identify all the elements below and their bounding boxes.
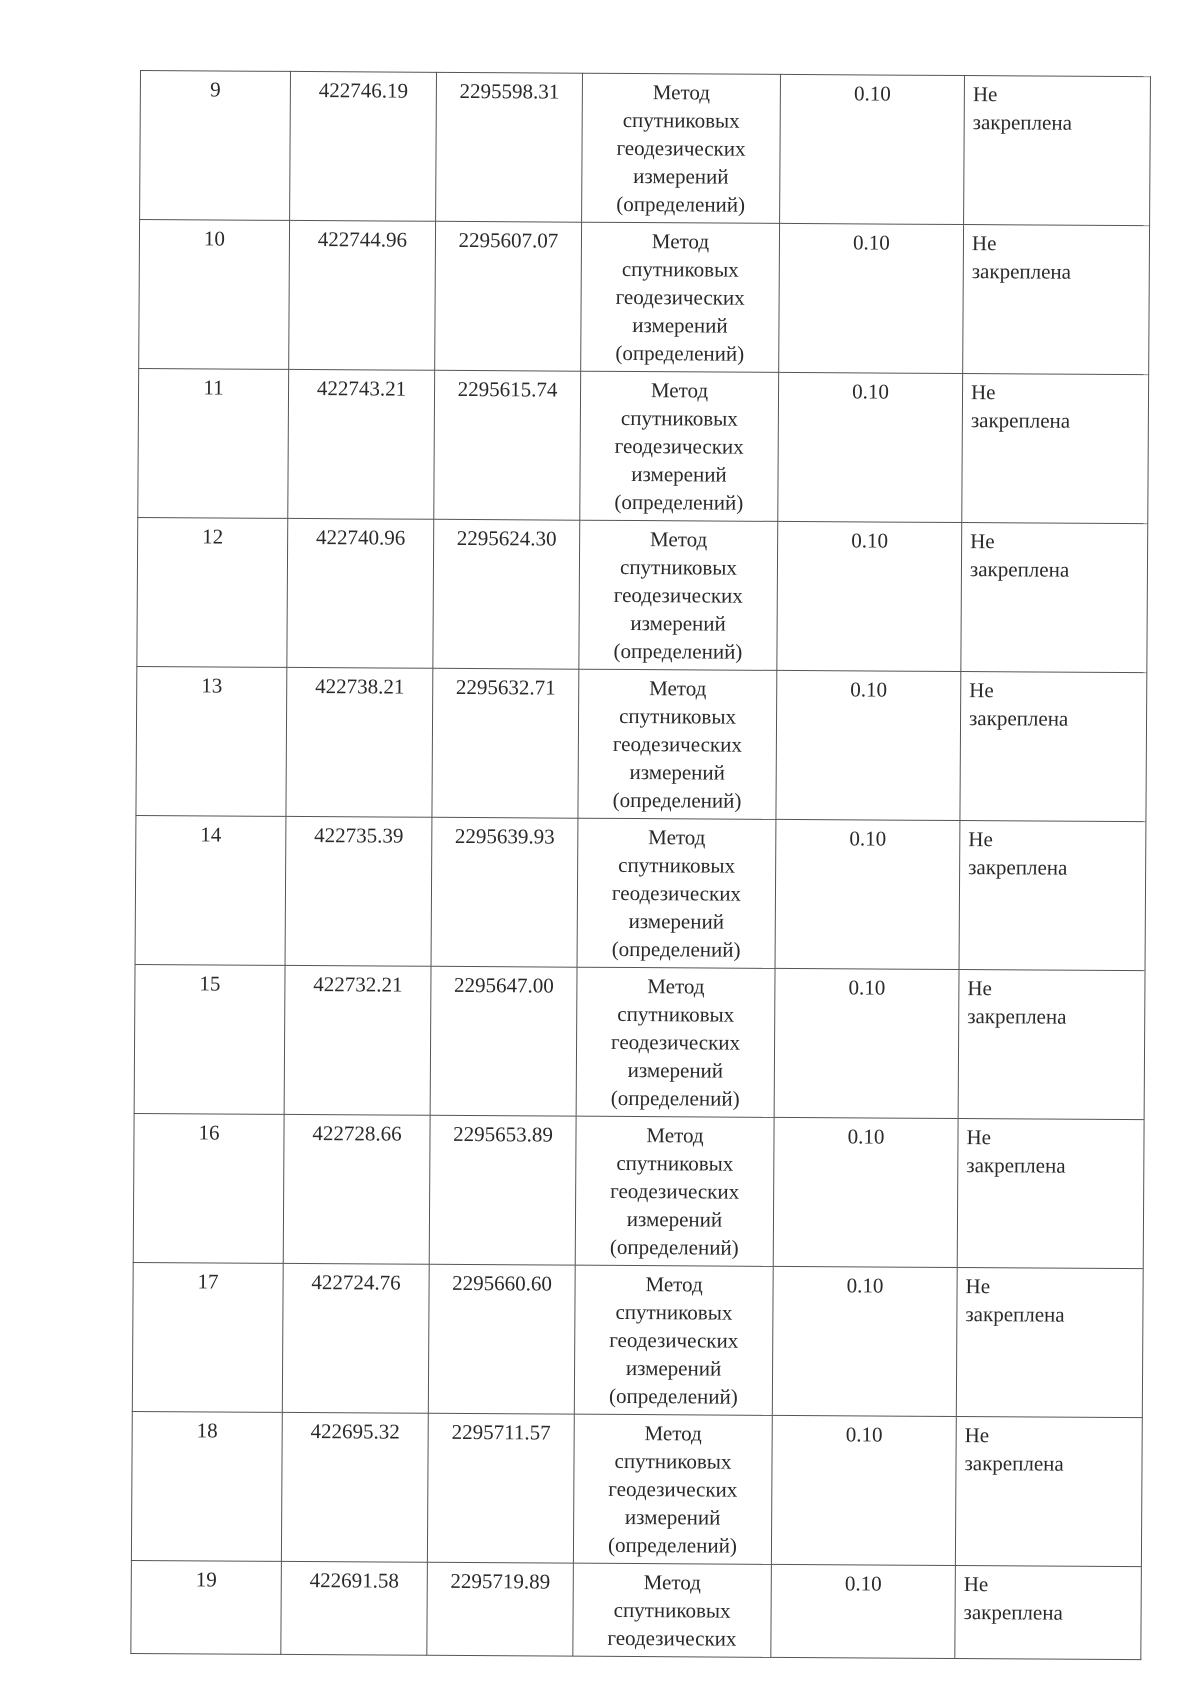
fixation-note-line: Не (965, 1274, 991, 1299)
accuracy-cell: 0.10 (775, 819, 960, 969)
y-coordinate-cell: 2295711.57 (427, 1413, 574, 1563)
method-text-line: спутниковых (614, 1448, 732, 1474)
method-text-line: геодезических (610, 1178, 740, 1204)
method-text-line: Метод (646, 1123, 704, 1148)
point-number-cell: 13 (136, 666, 287, 816)
method-text-line: (определений) (609, 1234, 739, 1260)
table-row (132, 1262, 1143, 1417)
x-coordinate-cell: 422724.76 (282, 1263, 429, 1413)
x-coordinate-cell: 422746.19 (290, 71, 437, 221)
method-text-line: спутниковых (621, 256, 739, 282)
fixation-note-line: Не (970, 529, 995, 554)
method-text-line: геодезических (612, 731, 742, 757)
table-row (137, 517, 1148, 672)
x-coordinate-cell: 422744.96 (289, 220, 436, 370)
point-number-cell: 15 (134, 964, 285, 1114)
method-text-line: измерений (627, 1057, 724, 1083)
x-coordinate-cell: 422728.66 (283, 1114, 430, 1264)
table-row (135, 815, 1146, 970)
method-cell (575, 1116, 774, 1266)
method-text-line: Метод (647, 974, 705, 999)
method-cell (573, 1563, 772, 1657)
fixation-note-line: закреплена (972, 110, 1073, 135)
fixation-note-line: Не (969, 678, 994, 703)
fixation-note-cell (962, 374, 1149, 524)
fixation-note-line: Не (967, 976, 992, 1001)
method-text-line: измерений (625, 1355, 722, 1381)
point-number-cell: 10 (139, 220, 290, 370)
method-text-line: Метод (643, 1570, 701, 1595)
x-coordinate-cell: 422743.21 (288, 369, 435, 519)
method-text-line: Метод (649, 676, 707, 701)
x-coordinate-cell: 422691.58 (281, 1561, 428, 1655)
method-text-line: (определений) (614, 489, 744, 515)
method-cell (574, 1265, 773, 1415)
method-text-line: измерений (632, 313, 728, 338)
y-coordinate-cell: 2295660.60 (428, 1264, 575, 1414)
point-number-cell: 11 (138, 368, 289, 518)
fixation-note-line: Не (971, 231, 997, 256)
fixation-note-cell (955, 1566, 1142, 1660)
method-text-line: измерений (630, 611, 726, 636)
fixation-note-line: Не (970, 380, 996, 405)
method-text-line: Метод (644, 1421, 702, 1446)
method-text-line: Метод (648, 825, 706, 850)
method-text-line: геодезических (610, 1029, 741, 1055)
method-text-line: спутниковых (617, 1001, 735, 1027)
table-row (138, 368, 1149, 523)
method-cell (578, 669, 777, 819)
fixation-note-line: закреплена (971, 259, 1072, 284)
method-text-line: (определений) (611, 936, 741, 962)
method-text-line: геодезических (616, 135, 746, 161)
fixation-note-line: закреплена (966, 1153, 1066, 1178)
point-number-cell: 18 (131, 1411, 282, 1561)
fixation-note-line: Не (968, 827, 993, 852)
point-number-cell: 19 (131, 1560, 282, 1654)
method-text-line: спутниковых (622, 107, 740, 133)
fixation-note-line: Не (972, 82, 998, 107)
fixation-note-line: Не (964, 1423, 990, 1448)
method-cell (580, 371, 779, 521)
fixation-note-cell (960, 672, 1147, 822)
fixation-note-line: Не (966, 1125, 992, 1150)
fixation-note-line: закреплена (965, 1302, 1065, 1327)
table-row (131, 1560, 1142, 1659)
fixation-note-cell (963, 225, 1150, 375)
method-text-line: (определений) (608, 1532, 737, 1558)
table-row (131, 1411, 1142, 1566)
accuracy-cell: 0.10 (771, 1415, 956, 1565)
method-text-line: измерений (628, 909, 725, 934)
table-row (136, 666, 1147, 821)
accuracy-cell: 0.10 (776, 670, 961, 820)
y-coordinate-cell: 2295632.71 (432, 668, 579, 818)
x-coordinate-cell: 422738.21 (286, 667, 433, 817)
point-number-cell: 12 (137, 517, 288, 667)
accuracy-cell: 0.10 (774, 968, 959, 1118)
table-row (139, 220, 1150, 375)
method-text-line: спутниковых (619, 703, 737, 729)
method-text-line: геодезических (607, 1625, 737, 1651)
y-coordinate-cell: 2295607.07 (435, 221, 582, 371)
x-coordinate-cell: 422740.96 (287, 518, 434, 668)
point-number-cell: 16 (133, 1113, 284, 1263)
y-coordinate-cell: 2295615.74 (434, 370, 581, 520)
method-text-line: измерений (624, 1504, 721, 1530)
method-text-line: (определений) (612, 787, 742, 813)
table-row (133, 1113, 1144, 1268)
method-text-line: спутниковых (619, 554, 737, 580)
coordinates-table-body (131, 71, 1151, 1660)
fixation-note-line: закреплена (970, 408, 1071, 433)
method-text-line: Метод (649, 527, 708, 552)
accuracy-cell: 0.10 (773, 1117, 958, 1267)
fixation-note-line: закреплена (963, 1600, 1063, 1625)
y-coordinate-cell: 2295719.89 (427, 1562, 574, 1656)
y-coordinate-cell: 2295598.31 (436, 72, 583, 222)
y-coordinate-cell: 2295647.00 (430, 966, 577, 1116)
fixation-note-cell (964, 76, 1151, 226)
method-cell (581, 222, 780, 372)
method-text-line: геодезических (611, 880, 742, 906)
fixation-note-cell (956, 1268, 1143, 1418)
point-number-cell: 17 (132, 1262, 283, 1412)
x-coordinate-cell: 422695.32 (281, 1412, 428, 1562)
method-text-line: геодезических (608, 1476, 738, 1502)
method-text-line: (определений) (616, 191, 746, 217)
fixation-note-cell (957, 1119, 1144, 1269)
method-text-line: спутниковых (620, 405, 738, 431)
method-text-line: спутниковых (613, 1597, 731, 1623)
method-text-line: (определений) (610, 1085, 740, 1111)
fixation-note-cell (961, 523, 1148, 673)
method-text-line: геодезических (613, 582, 743, 608)
fixation-note-cell (959, 821, 1146, 971)
method-text-line: Метод (645, 1272, 703, 1297)
point-number-cell: 14 (135, 815, 286, 965)
accuracy-cell: 0.10 (778, 372, 963, 522)
fixation-note-line: закреплена (968, 855, 1068, 880)
y-coordinate-cell: 2295624.30 (433, 519, 580, 669)
method-text-line: измерений (626, 1206, 723, 1232)
method-cell (579, 520, 778, 670)
table-row (134, 964, 1145, 1119)
method-text-line: измерений (633, 164, 729, 189)
method-text-line: Метод (650, 378, 709, 403)
fixation-note-line: закреплена (967, 1004, 1067, 1029)
method-text-line: Метод (652, 80, 711, 105)
accuracy-cell: 0.10 (780, 74, 965, 224)
method-text-line: измерений (631, 462, 727, 487)
method-cell (582, 73, 781, 223)
fixation-note-line: Не (963, 1572, 989, 1597)
x-coordinate-cell: 422732.21 (284, 965, 431, 1115)
accuracy-cell: 0.10 (771, 1564, 956, 1658)
method-text-line: измерений (629, 760, 725, 785)
method-text-line: геодезических (614, 433, 744, 459)
method-text-line: Метод (651, 229, 710, 254)
fixation-note-line: закреплена (964, 1451, 1064, 1476)
method-text-line: спутниковых (615, 1299, 733, 1325)
fixation-note-cell (955, 1417, 1142, 1567)
point-number-cell: 9 (140, 71, 291, 221)
y-coordinate-cell: 2295653.89 (429, 1115, 576, 1265)
accuracy-cell: 0.10 (779, 223, 964, 373)
coordinates-table (130, 70, 1151, 1660)
method-text-line: геодезических (609, 1327, 739, 1353)
method-text-line: (определений) (608, 1383, 738, 1409)
fixation-note-line: закреплена (969, 557, 1070, 582)
method-text-line: геодезических (615, 284, 745, 310)
method-text-line: (определений) (613, 638, 743, 664)
table-row (140, 71, 1151, 226)
method-text-line: (определений) (615, 340, 745, 366)
method-cell (577, 818, 776, 968)
fixation-note-cell (958, 970, 1145, 1120)
fixation-note-line: закреплена (968, 706, 1069, 731)
accuracy-cell: 0.10 (772, 1266, 957, 1416)
method-cell (573, 1414, 772, 1564)
y-coordinate-cell: 2295639.93 (431, 817, 578, 967)
accuracy-cell: 0.10 (777, 521, 962, 671)
method-text-line: спутниковых (616, 1150, 734, 1176)
x-coordinate-cell: 422735.39 (285, 816, 432, 966)
method-cell (576, 967, 775, 1117)
method-text-line: спутниковых (618, 852, 736, 878)
